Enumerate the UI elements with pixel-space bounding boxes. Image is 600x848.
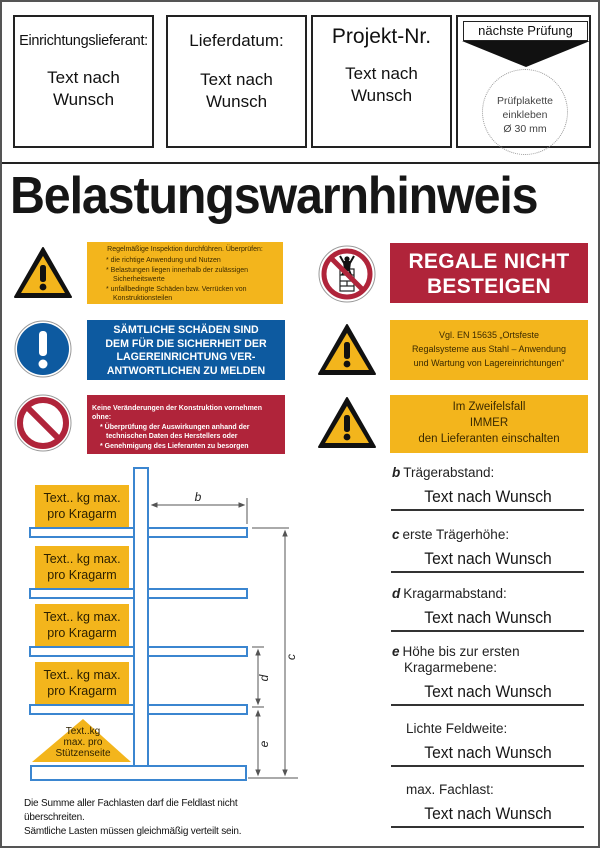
field-underline <box>391 630 584 632</box>
inspection-notice-panel <box>87 242 283 304</box>
doubt-line: den Lieferanten einschalten <box>418 433 560 445</box>
column-load-label <box>42 726 124 759</box>
field-label-text-2: Kragarmebene: <box>404 660 498 675</box>
field-underline <box>391 571 584 573</box>
no-climbing-line: REGALE NICHT <box>408 250 570 273</box>
column-load-line2: max. pro <box>63 737 103 748</box>
delivery-date-box <box>166 15 307 148</box>
doubt-panel <box>390 395 588 453</box>
field-label <box>392 527 584 543</box>
report-damage-line: LAGEREINRICHTUNG VER- <box>116 351 256 363</box>
report-damage-panel <box>87 320 285 380</box>
field-value: Text nach Wunsch <box>424 743 552 762</box>
project-number-value-line2: Wunsch <box>350 86 413 105</box>
supplier-value <box>15 67 152 111</box>
no-climbing-line: BESTEIGEN <box>426 275 552 298</box>
field-value: Text nach Wunsch <box>424 682 552 701</box>
field-first-arm-height <box>392 644 584 706</box>
footnote-line: überschreiten. <box>24 812 85 823</box>
column-load-line1: Text..kg <box>65 726 101 737</box>
field-beam-spacing <box>392 465 584 511</box>
arm-load-label <box>35 604 129 646</box>
field-label <box>392 586 584 602</box>
dimension-d-label: d <box>257 674 271 682</box>
doubt-line: IMMER <box>469 417 509 429</box>
standard-line: Regalsysteme aus Stahl – Anwendung <box>411 344 567 354</box>
footnote-line: Sämtliche Lasten müssen gleichmäßig verteilt sein. <box>24 826 242 837</box>
no-climbing-panel <box>390 243 588 303</box>
sticker-text-2: einkleben <box>502 109 548 121</box>
field-value: Text nach Wunsch <box>424 549 552 568</box>
field-letter: e <box>392 644 400 659</box>
field-letter: d <box>392 586 401 601</box>
arm-load-label <box>35 546 129 588</box>
warning-triangle-icon <box>13 246 73 300</box>
warning-triangle-icon <box>317 323 377 377</box>
supplier-value-line1: Text nach <box>47 68 120 87</box>
delivery-date-label: Lieferdatum: <box>189 31 284 50</box>
arm-load-label <box>35 485 129 527</box>
standard-reference-panel <box>390 320 588 380</box>
dimension-e-label: e <box>257 740 271 748</box>
project-number-label: Projekt-Nr. <box>331 25 432 48</box>
field-letter: b <box>392 465 401 480</box>
report-damage-line: ANTWORTLICHEN ZU MELDEN <box>106 364 266 377</box>
delivery-date-value-line2: Wunsch <box>205 92 268 111</box>
supplier-value-line2: Wunsch <box>52 90 115 109</box>
field-underline <box>391 509 584 511</box>
arm-load-line1: Text.. kg max. <box>43 491 121 505</box>
project-number-value-line1: Text nach <box>345 64 418 83</box>
column-load-line3: Stützenseite <box>55 748 111 759</box>
field-label-text: max. Fachlast: <box>406 782 494 797</box>
field-label <box>392 644 584 660</box>
warning-triangle-icon <box>317 396 377 450</box>
field-arm-spacing <box>392 586 584 632</box>
header-divider <box>2 162 600 164</box>
arm-load-line1: Text.. kg max. <box>43 552 121 566</box>
arm-load-label <box>35 662 129 704</box>
field-underline <box>391 765 584 767</box>
no-modifications-bullet: * Überprüfung der Auswirkungen anhand der technischen Daten des Herstellers oder <box>100 424 250 440</box>
no-modifications-heading: Keine Veränderungen der Konstruktion vornehmen ohne: <box>92 405 262 421</box>
sticker-text-1: Prüfplakette <box>496 95 554 107</box>
footnote <box>24 797 324 839</box>
cantilever-rack-diagram <box>2 462 312 792</box>
report-damage-line: SÄMTLICHE SCHÄDEN SIND <box>113 324 259 336</box>
doubt-line: Im Zweifelsfall <box>452 401 526 413</box>
field-clear-bay-width <box>392 721 584 767</box>
page-title: Belastungswarnhinweis <box>10 167 538 225</box>
no-modifications-panel <box>87 395 285 454</box>
field-label-text: Höhe bis zur ersten <box>402 644 520 659</box>
field-first-beam-height <box>392 527 584 573</box>
inspection-sticker-area <box>482 69 568 155</box>
project-number-box <box>311 15 452 148</box>
delivery-date-value-line1: Text nach <box>200 70 273 89</box>
project-number-value <box>313 63 450 107</box>
dimension-c-label: c <box>284 654 298 660</box>
field-label-text: Lichte Feldweite: <box>406 721 508 736</box>
report-damage-line: DEM FÜR DIE SICHERHEIT DER <box>105 337 267 350</box>
field-underline <box>391 704 584 706</box>
arm-load-line2: pro Kragarm <box>47 684 117 698</box>
arm-load-line2: pro Kragarm <box>47 568 117 582</box>
arm-load-line2: pro Kragarm <box>47 626 117 640</box>
mandatory-exclamation-icon <box>14 320 72 378</box>
inspection-notice-bullet: * Belastungen liegen innerhalb der zulässigen Sicherheitswerte <box>106 267 249 283</box>
field-letter: c <box>392 527 400 542</box>
arrow-down-icon <box>462 41 590 67</box>
inspection-notice-bullet: * die richtige Anwendung und Nutzen <box>106 256 221 264</box>
field-underline <box>391 826 584 828</box>
inspection-notice-heading: Regelmäßige Inspektion durchführen. Überprüfen: <box>107 246 263 253</box>
arm-load-line1: Text.. kg max. <box>43 610 121 624</box>
arm-load-line2: pro Kragarm <box>47 507 117 521</box>
field-max-shelf-load <box>392 782 584 828</box>
no-climbing-icon <box>318 245 376 303</box>
inspection-notice-bullet: * unfallbedingte Schäden bzw. Verrücken von Konstruktionsteilen <box>106 286 247 302</box>
field-value: Text nach Wunsch <box>424 487 552 506</box>
footnote-line: Die Summe aller Fachlasten darf die Feldlast nicht <box>24 798 238 809</box>
no-modifications-bullet: * Genehmigung des Lieferanten zu besorgen <box>100 443 249 450</box>
field-label-text: Kragarmabstand: <box>403 586 507 601</box>
field-label-text: Trägerabstand: <box>403 465 495 480</box>
dimension-b-label: b <box>194 490 202 504</box>
standard-line: und Wartung von Lagereinrichtungen“ <box>413 358 565 368</box>
standard-line: Vgl. EN 15635 „Ortsfeste <box>438 330 540 340</box>
delivery-date-value <box>168 69 305 113</box>
sticker-text-3: Ø 30 mm <box>503 123 547 135</box>
field-value: Text nach Wunsch <box>424 804 552 823</box>
supplier-box <box>13 15 154 148</box>
supplier-label: Einrichtungslieferant: <box>19 33 148 49</box>
field-label-text: erste Trägerhöhe: <box>402 527 510 542</box>
field-value: Text nach Wunsch <box>424 608 552 627</box>
next-inspection-heading: nächste Prüfung <box>463 21 588 41</box>
field-label <box>392 465 584 481</box>
arm-load-line1: Text.. kg max. <box>43 668 121 682</box>
next-inspection-box <box>456 15 591 148</box>
prohibition-icon <box>14 394 72 452</box>
